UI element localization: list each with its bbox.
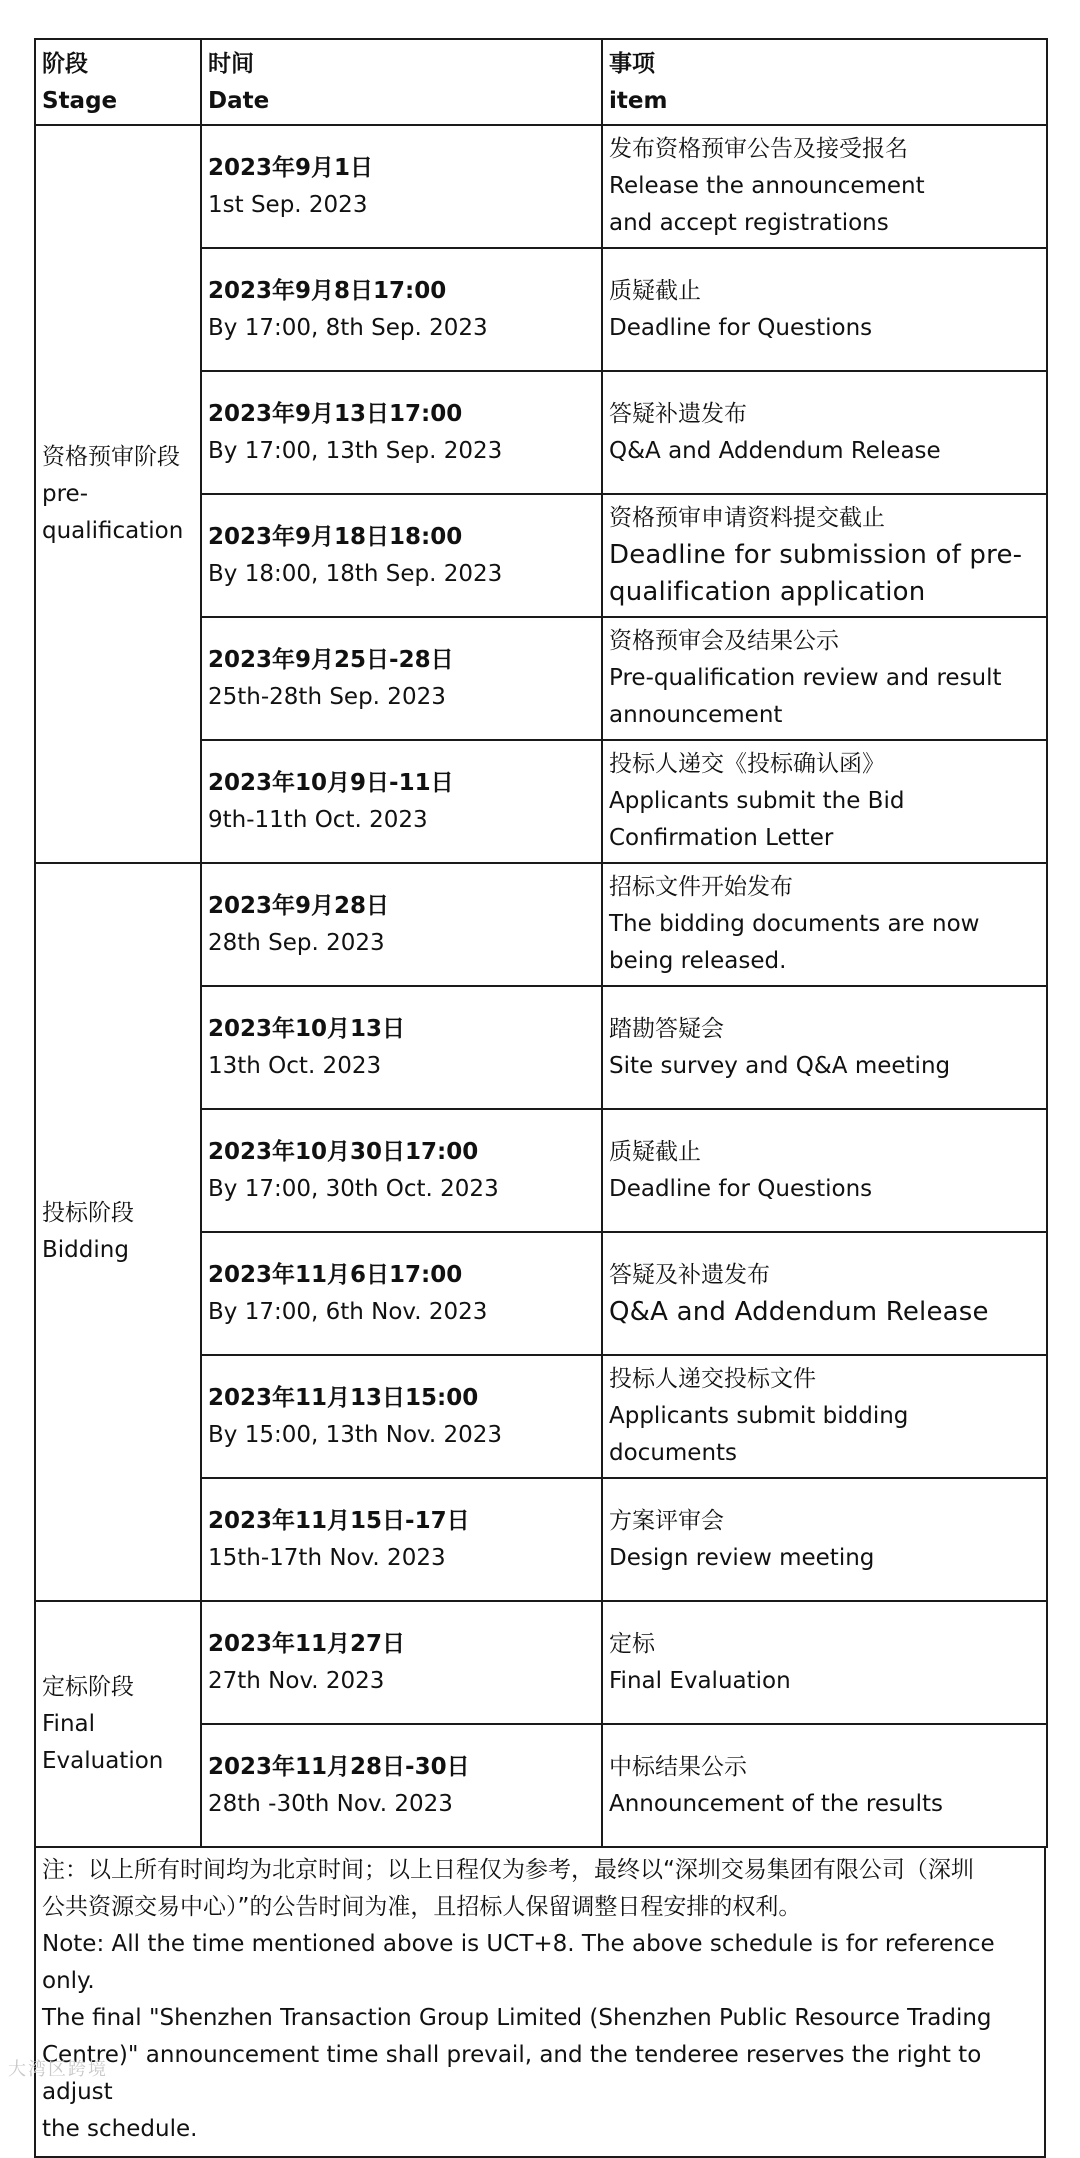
date-cn: 2023年9月28日	[208, 892, 390, 919]
item-cn: 资格预审申请资料提交截止	[609, 505, 885, 531]
item-en: Q&A and Addendum Release	[609, 1296, 989, 1327]
date-cell	[201, 1355, 602, 1478]
header-item-cn: 事项	[609, 51, 655, 77]
watermark-logo: 大湾区跨境	[8, 2059, 108, 2080]
date-cell	[201, 248, 602, 371]
item-cn: 资格预审会及结果公示	[609, 628, 839, 654]
date-cell	[201, 1478, 602, 1601]
item-cell	[602, 248, 1047, 371]
stage-cn: 定标阶段	[42, 1673, 134, 1700]
item-cell	[602, 986, 1047, 1109]
item-en: Deadline for Questions	[609, 314, 873, 341]
item-en: announcement	[609, 702, 783, 728]
item-cn: 质疑截止	[609, 277, 701, 304]
stage-cell	[35, 1601, 201, 1847]
item-cell	[602, 494, 1047, 617]
item-cn: 投标人递交投标文件	[609, 1366, 816, 1392]
item-cn: 答疑及补遗发布	[609, 1261, 770, 1288]
date-cell	[201, 863, 602, 986]
date-en: By 15:00, 13th Nov. 2023	[208, 1421, 503, 1448]
stage-cell	[35, 863, 201, 1601]
date-en: 28th Sep. 2023	[208, 929, 385, 956]
header-stage	[35, 39, 201, 125]
date-cn: 2023年9月1日	[208, 154, 374, 181]
item-cell	[602, 1601, 1047, 1724]
item-cn: 发布资格预审公告及接受报名	[609, 136, 908, 162]
item-cell	[602, 125, 1047, 248]
date-en: 25th-28th Sep. 2023	[208, 683, 446, 710]
stage-en: pre-	[42, 480, 88, 507]
item-en: Confirmation Letter	[609, 825, 834, 851]
item-cell	[602, 1355, 1047, 1478]
schedule-document	[34, 38, 1046, 2158]
item-cn: 中标结果公示	[609, 1753, 747, 1780]
item-en: Deadline for submission of pre-	[609, 540, 1023, 570]
stage-en: Bidding	[42, 1237, 129, 1263]
stage-en: Evaluation	[42, 1747, 164, 1774]
date-cn: 2023年9月8日17:00	[208, 277, 447, 304]
item-en: and accept registrations	[609, 210, 889, 236]
date-cn: 2023年11月27日	[208, 1630, 406, 1657]
schedule-table	[34, 38, 1048, 1848]
date-cn: 2023年9月13日17:00	[208, 400, 463, 427]
header-date-cn: 时间	[208, 51, 254, 77]
schedule-note	[34, 1848, 1046, 2158]
item-en: Applicants submit the Bid	[609, 788, 905, 814]
item-cn: 定标	[609, 1630, 655, 1657]
item-cn: 招标文件开始发布	[609, 874, 793, 900]
date-en: By 17:00, 13th Sep. 2023	[208, 437, 503, 464]
date-en: 15th-17th Nov. 2023	[208, 1544, 446, 1571]
item-en: being released.	[609, 948, 787, 974]
date-cell	[201, 1724, 602, 1847]
item-en: Pre-qualification review and result	[609, 665, 1002, 691]
item-cn: 投标人递交《投标确认函》	[609, 751, 885, 777]
item-cn: 踏勘答疑会	[609, 1015, 724, 1042]
item-en: Applicants submit bidding documents	[609, 1403, 909, 1466]
date-cn: 2023年9月25日-28日	[208, 646, 454, 673]
date-cell	[201, 1601, 602, 1724]
date-cn: 2023年9月18日18:00	[208, 523, 463, 550]
table-header-row	[35, 39, 1047, 125]
item-en: qualification application	[609, 577, 926, 607]
item-en: Deadline for Questions	[609, 1175, 873, 1202]
table-row	[35, 1601, 1047, 1724]
item-cn: 方案评审会	[609, 1507, 724, 1534]
date-en: 28th -30th Nov. 2023	[208, 1790, 453, 1817]
item-en: Final Evaluation	[609, 1667, 791, 1694]
date-cell	[201, 740, 602, 863]
stage-en: qualification	[42, 517, 184, 544]
date-cn: 2023年11月15日-17日	[208, 1507, 470, 1534]
table-row	[35, 863, 1047, 986]
item-cell	[602, 1478, 1047, 1601]
date-en: By 17:00, 8th Sep. 2023	[208, 314, 488, 341]
note-cn-line: 注：以上所有时间均为北京时间；以上日程仅为参考，最终以“深圳交易集团有限公司（深圳	[42, 1857, 974, 1883]
item-cell	[602, 863, 1047, 986]
date-cell	[201, 1109, 602, 1232]
item-en: Announcement of the results	[609, 1790, 943, 1817]
date-en: 13th Oct. 2023	[208, 1052, 382, 1079]
item-cell	[602, 371, 1047, 494]
header-item-en: item	[609, 88, 668, 114]
date-cn: 2023年10月13日	[208, 1015, 406, 1042]
item-en: The bidding documents are now	[609, 911, 980, 937]
note-en-line: The final "Shenzhen Transaction Group Limited (Shenzhen Public Resource Trading	[42, 2005, 992, 2031]
item-cell	[602, 617, 1047, 740]
header-stage-cn: 阶段	[42, 51, 88, 77]
date-cell	[201, 986, 602, 1109]
date-cn: 2023年11月13日15:00	[208, 1384, 479, 1411]
date-en: 1st Sep. 2023	[208, 191, 368, 218]
stage-en: Final	[42, 1710, 96, 1737]
date-en: 27th Nov. 2023	[208, 1667, 385, 1694]
stage-cell	[35, 125, 201, 863]
item-cell	[602, 1109, 1047, 1232]
note-cn-line: 公共资源交易中心）”的公告时间为准，且招标人保留调整日程安排的权利。	[42, 1894, 802, 1920]
date-en: By 17:00, 6th Nov. 2023	[208, 1298, 488, 1325]
note-en-line: the schedule.	[42, 2116, 198, 2142]
item-cell	[602, 1232, 1047, 1355]
note-en-line: Centre)" announcement time shall prevail, and the tenderee reserves the right to adjust	[42, 2042, 982, 2105]
date-cn: 2023年11月6日17:00	[208, 1261, 463, 1288]
date-cell	[201, 371, 602, 494]
item-cell	[602, 740, 1047, 863]
note-en-line: Note: All the time mentioned above is UCT+8. The above schedule is for reference only.	[42, 1931, 995, 1994]
date-en: By 18:00, 18th Sep. 2023	[208, 560, 503, 587]
date-cn: 2023年10月30日17:00	[208, 1138, 479, 1165]
item-en: Site survey and Q&A meeting	[609, 1052, 951, 1079]
header-date	[201, 39, 602, 125]
item-en: Q&A and Addendum Release	[609, 437, 941, 464]
header-date-en: Date	[208, 88, 270, 114]
date-cn: 2023年10月9日-11日	[208, 769, 454, 796]
item-cell	[602, 1724, 1047, 1847]
date-cell	[201, 494, 602, 617]
date-cell	[201, 617, 602, 740]
date-cn: 2023年11月28日-30日	[208, 1753, 470, 1780]
date-cell	[201, 1232, 602, 1355]
header-item	[602, 39, 1047, 125]
stage-cn: 投标阶段	[42, 1200, 134, 1226]
item-cn: 答疑补遗发布	[609, 400, 747, 427]
table-row	[35, 125, 1047, 248]
stage-cn: 资格预审阶段	[42, 443, 180, 470]
item-cn: 质疑截止	[609, 1138, 701, 1165]
item-en: Release the announcement	[609, 173, 925, 199]
item-en: Design review meeting	[609, 1544, 875, 1571]
date-cell	[201, 125, 602, 248]
header-stage-en: Stage	[42, 88, 118, 114]
date-en: By 17:00, 30th Oct. 2023	[208, 1175, 499, 1202]
date-en: 9th-11th Oct. 2023	[208, 806, 428, 833]
